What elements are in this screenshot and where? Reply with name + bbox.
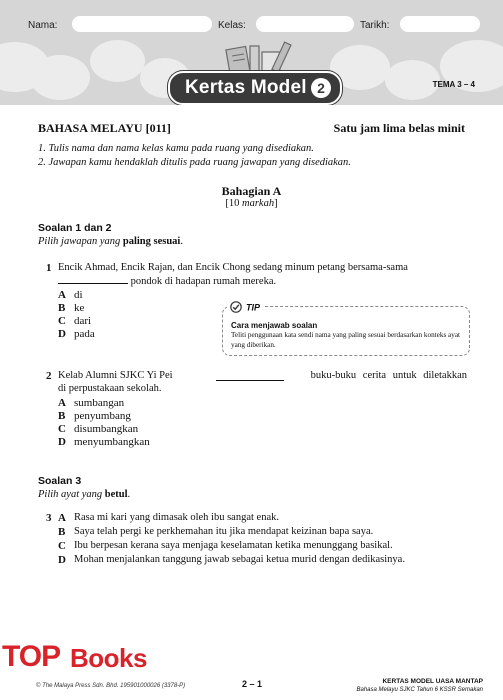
section-title: Bahagian A — [221, 184, 282, 198]
instruction-1: 1. Tulis nama dan nama kelas kamu pada ruang yang disediakan. — [38, 143, 314, 154]
logo-word-books: Books — [70, 643, 147, 673]
q2-option-a[interactable]: sumbangan — [74, 397, 125, 409]
q2-answer-blank[interactable] — [216, 380, 284, 381]
q2-option-c[interactable]: disumbangkan — [74, 423, 139, 435]
group1-heading: Soalan 1 dan 2 — [38, 222, 112, 234]
cloud-decoration — [90, 40, 145, 82]
footer-series: KERTAS MODEL UASA MANTAP — [382, 678, 483, 685]
q3-option-b[interactable]: Saya telah pergi ke perkhemahan itu jika mendapat keizinan bapa saya. — [74, 526, 374, 537]
name-field[interactable] — [72, 16, 212, 32]
q2-option-a-letter: A — [58, 397, 66, 409]
class-field[interactable] — [256, 16, 354, 32]
q2-line1-post: buku-buku cerita untuk diletakkan — [310, 370, 467, 381]
cloud-decoration — [30, 55, 90, 100]
q2-option-b-letter: B — [58, 410, 66, 422]
group1-instruction: Pilih jawapan yang paling sesuai. — [38, 236, 183, 247]
q2-option-c-letter: C — [58, 423, 66, 435]
q3-option-a[interactable]: Rasa mi kari yang dimasak oleh ibu sangat enak. — [74, 512, 279, 523]
q3-option-b-letter: B — [58, 526, 66, 538]
q2-number: 2 — [46, 370, 52, 382]
q2-option-d[interactable]: menyumbangkan — [74, 436, 150, 448]
q3-option-d[interactable]: Mohan menjalankan tanggung jawab sebagai ketua murid dengan dedikasinya. — [74, 554, 405, 565]
group2-heading: Soalan 3 — [38, 475, 82, 487]
q1-answer-blank[interactable] — [58, 283, 128, 284]
exam-duration: Satu jam lima belas minit — [333, 121, 465, 135]
q1-line2: pondok di hadapan rumah mereka. — [58, 276, 276, 287]
banner-kertas-model — [168, 71, 342, 105]
class-label: Kelas: — [218, 20, 246, 31]
banner-number: 2 — [311, 78, 331, 98]
q3-option-d-letter: D — [58, 554, 66, 566]
q1-option-a[interactable]: di — [74, 289, 83, 301]
instruction-2: 2. Jawapan kamu hendaklah ditulis pada ruang jawapan yang disediakan. — [38, 157, 351, 168]
footer-publisher: © The Malaya Press Sdn. Bhd. 195901000026 (3378-P) — [36, 683, 186, 689]
q1-option-c-letter: C — [58, 315, 66, 327]
section-marks: [10 markah] — [225, 198, 278, 209]
q2-line1-pre: Kelab Alumni SJKC Yi Pei — [58, 370, 173, 381]
date-label: Tarikh: — [360, 20, 390, 31]
tip-body: Teliti penggunaan kata sendi nama yang paling sesuai berdasarkan konteks ayat yang diberikan. — [231, 331, 461, 349]
worksheet-header — [0, 0, 503, 105]
q3-option-c[interactable]: Ibu berpesan kerana saya menjaga keselamatan ketika menunggang basikal. — [74, 540, 393, 551]
tip-badge — [227, 298, 263, 312]
checkmark-icon — [230, 301, 242, 313]
q3-number: 3 — [46, 512, 52, 524]
tip-title: Cara menjawab soalan — [231, 321, 318, 330]
tip-box — [222, 302, 470, 356]
q1-option-a-letter: A — [58, 289, 66, 301]
logo-word-top: TOP — [2, 640, 61, 673]
tema-label: TEMA 3 – 4 — [432, 80, 475, 89]
q1-number: 1 — [46, 262, 52, 274]
q1-option-d[interactable]: pada — [74, 328, 95, 340]
name-label: Nama: — [28, 20, 58, 31]
q1-option-b[interactable]: ke — [74, 302, 85, 314]
topbooks-logo — [2, 640, 152, 680]
q2-option-b[interactable]: penyumbang — [74, 410, 131, 422]
q1-option-b-letter: B — [58, 302, 66, 314]
q2-line2: di perpustakaan sekolah. — [58, 383, 162, 394]
q3-option-c-letter: C — [58, 540, 66, 552]
footer-page-number: 2 – 1 — [242, 679, 263, 689]
q1-option-c[interactable]: dari — [74, 315, 92, 327]
date-field[interactable] — [400, 16, 480, 32]
tip-badge-label: TIP — [246, 302, 261, 313]
footer-book: Bahasa Melayu SJKC Tahun 6 KSSR Semakan — [356, 687, 483, 693]
q1-line1: Encik Ahmad, Encik Rajan, dan Encik Chong sedang minum petang bersama-sama — [58, 262, 408, 273]
subject-title: BAHASA MELAYU [011] — [38, 121, 171, 135]
banner-title: Kertas Model — [185, 77, 307, 98]
q2-option-d-letter: D — [58, 436, 66, 448]
group2-instruction: Pilih ayat yang betul. — [38, 489, 131, 500]
q1-option-d-letter: D — [58, 328, 66, 340]
q3-option-a-letter: A — [58, 512, 66, 524]
